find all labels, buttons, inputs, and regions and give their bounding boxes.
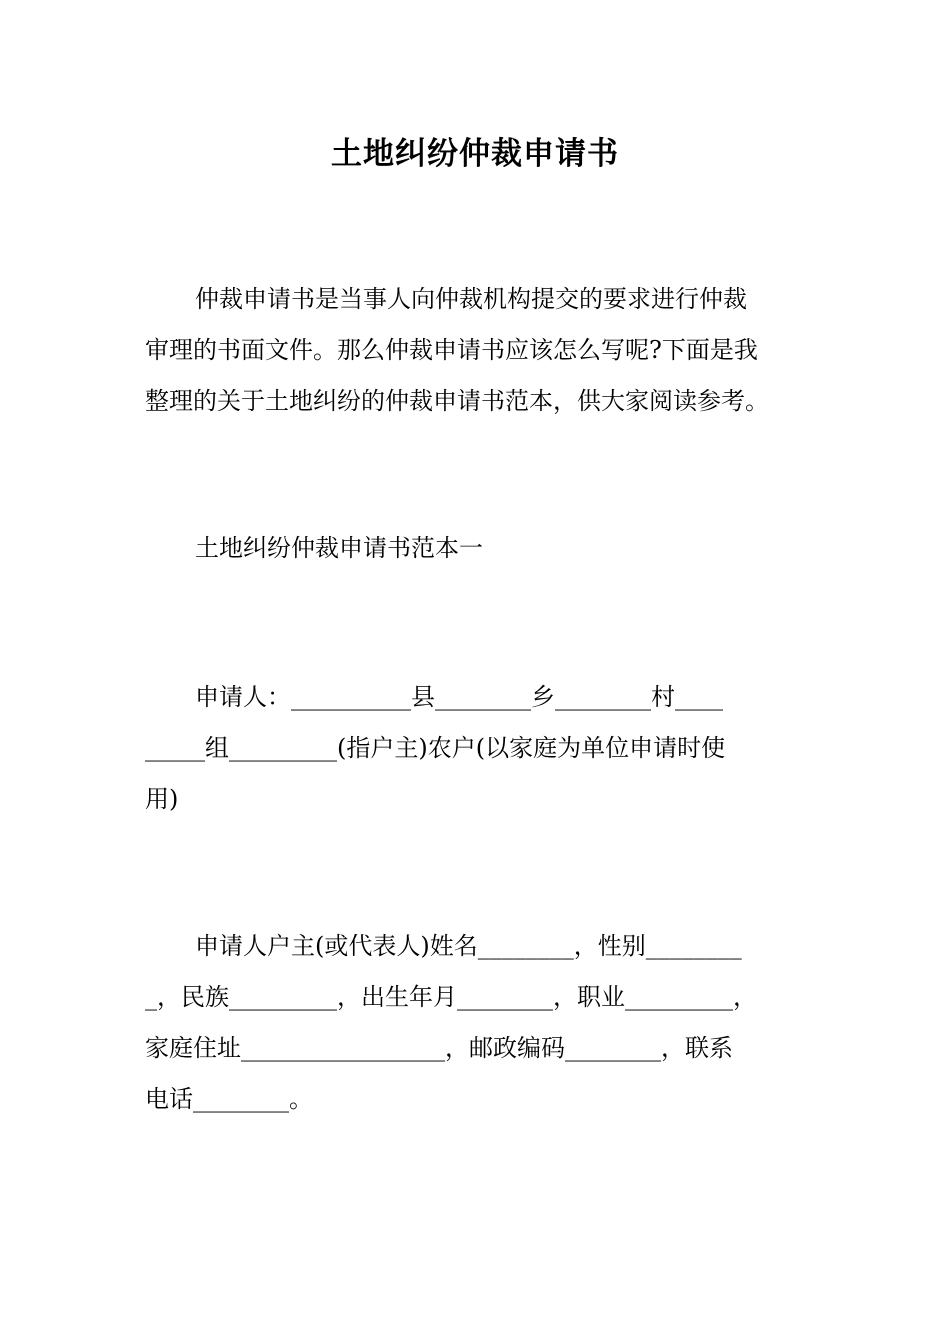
applicant-line-2: _____组_________(指户主)农户(以家庭为单位申请时使 xyxy=(145,734,726,762)
householder-line-1: 申请人户主(或代表人)姓名________，性别________ xyxy=(195,932,742,960)
applicant-line-3: 用) xyxy=(145,785,179,813)
householder-line-4: 电话________。 xyxy=(145,1085,313,1113)
sample-heading: 土地纠纷仲裁申请书范本一 xyxy=(195,534,483,562)
householder-line-3: 家庭住址_________________，邮政编码________，联系 xyxy=(145,1034,733,1062)
intro-line-2: 审理的书面文件。那么仲裁申请书应该怎么写呢?下面是我 xyxy=(145,336,758,364)
document-title: 土地纠纷仲裁申请书 xyxy=(331,136,619,172)
applicant-line-1: 申请人：__________县________乡________村____ xyxy=(195,683,723,711)
intro-line-3: 整理的关于土地纠纷的仲裁申请书范本，供大家阅读参考。 xyxy=(145,387,769,415)
intro-line-1: 仲裁申请书是当事人向仲裁机构提交的要求进行仲裁 xyxy=(195,285,747,313)
householder-line-2: _，民族_________，出生年月________，职业_________， xyxy=(145,983,757,1011)
